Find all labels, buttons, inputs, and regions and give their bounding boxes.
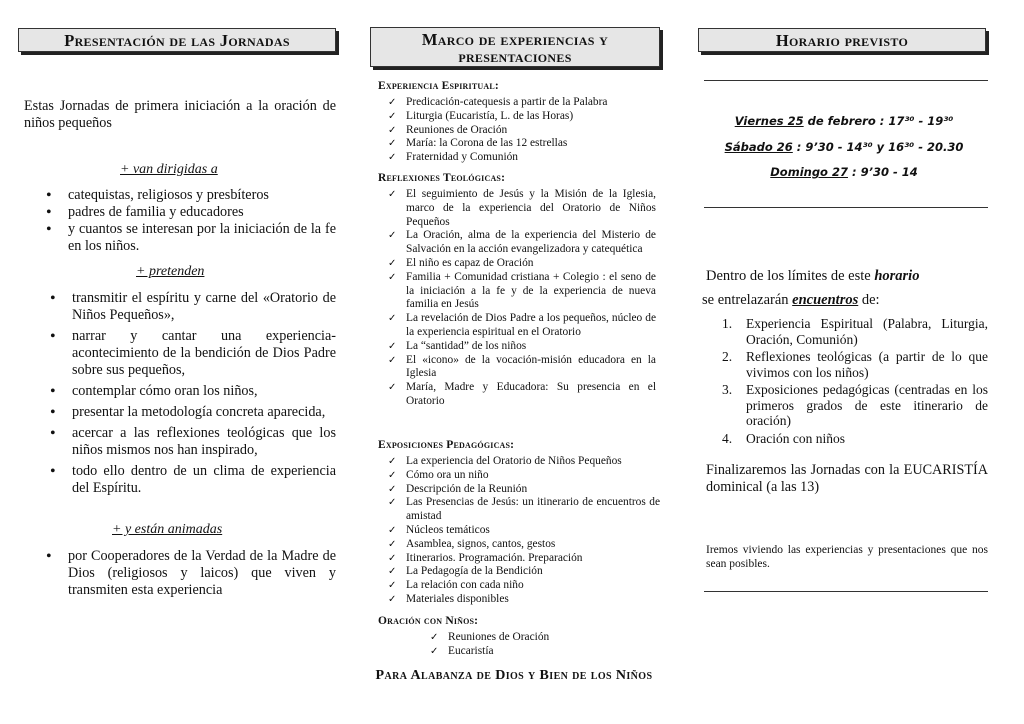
schedule-time: : 9’30 - 14 [847,165,918,179]
list-reflexiones-teologicas [382,188,656,409]
encuentro-item [722,382,988,429]
encuentro-item [722,349,988,380]
header-horario [698,28,986,52]
encuentro-text: Experiencia Espiritual (Palabra, Liturgia, Oración, Comunión) [746,316,988,347]
checklist-item: ✓ Fraternidad y Comunión [382,151,660,165]
checklist-item: ✓ Predicación-catequesis a partir de la Palabra [382,96,660,110]
checklist-item: ✓ Cómo ora un niño [382,469,660,483]
schedule-line [698,114,990,128]
checklist-item: ✓ La revelación de Dios Padre a los pequeños, núcleo de la experiencia espiritual en el Oratorio [382,312,656,340]
subtitle-pretenden: + pretenden [136,264,205,279]
horario-word: horario [874,268,920,284]
checklist-item: ✓ María, Madre y Educadora: Su presencia en el Oratorio [382,381,656,409]
list-item: • acercar a las reflexiones teológicas que los niños mismos nos han inspirado, [50,425,336,459]
checklist-item: ✓ La relación con cada niño [382,579,660,593]
encuentro-number: 3. [722,382,733,397]
footer-alabanza: Para Alabanza de Dios y Bien de los Niños [375,668,653,683]
list-item: • todo ello dentro de un clima de experiencia del Espíritu. [50,463,336,497]
checklist-item: ✓ Asamblea, signos, cantos, gestos [382,538,660,552]
encuentro-text: Exposiciones pedagógicas (centradas en los primeros grados de este itinerario de oración) [746,382,988,428]
list-pretenden [48,290,336,501]
section-reflexiones-teologicas: Reflexiones Teológicas: [378,172,506,184]
schedule-line [698,165,990,179]
checklist-item: ✓ El niño es capaz de Oración [382,257,656,271]
section-experiencia-espiritual: Experiencia Espiritual: [378,80,499,92]
checklist-item: ✓ La Pedagogía de la Bendición [382,565,660,579]
encuentro-number: 1. [722,316,733,331]
list-item: • contemplar cómo oran los niños, [50,383,336,400]
checklist-item: ✓ Familia + Comunidad cristiana + Colegio : el seno de la iniciación a la fe y de la experiencia de nueva familia en Jesús [382,271,656,312]
header-presentacion [18,28,336,52]
list-item: • catequistas, religiosos y presbíteros [46,187,336,204]
header-marco [370,27,660,67]
schedule-day: Domingo 27 [770,165,848,179]
checklist-item: ✓ Núcleos temáticos [382,524,660,538]
schedule-day: Viernes 25 [734,114,804,128]
intro-paragraph: Estas Jornadas de primera iniciación a la oración de niños pequeños [24,98,336,131]
header-marco-text: Marco de experiencias y presentaciones [421,30,609,66]
list-item: • por Cooperadores de la Verdad de la Madre de Dios (religiosos y laicos) que viven y transmiten esta experiencia [46,548,336,599]
encuentro-text: Reflexiones teológicas (a partir de lo que vivimos con los niños) [746,349,988,380]
schedule-day: Sábado 26 [724,140,793,154]
checklist-item: ✓ La “santidad” de los niños [382,340,656,354]
list-item: • transmitir el espíritu y carne del «Oratorio de Niños Pequeños», [50,290,336,324]
checklist-item: ✓ Las Presencias de Jesús: un itinerario de encuentros de amistad [382,496,660,524]
checklist-item: ✓ La experiencia del Oratorio de Niños Pequeños [382,455,660,469]
divider-top [704,80,988,81]
checklist-item: ✓ Itinerarios. Programación. Preparación [382,552,660,566]
horario-line [706,268,988,285]
list-encuentros [722,316,988,448]
list-item: • y cuantos se interesan por la iniciación de la fe en los niños. [46,221,336,255]
schedule-time: de febrero : 17³⁰ - 19³⁰ [803,114,954,128]
checklist-item: ✓ Reuniones de Oración [424,631,654,645]
checklist-item: ✓ El seguimiento de Jesús y la Misión de la Iglesia, marco de la experiencia del Oratorio de Niños Pequeños [382,188,656,229]
checklist-item: ✓ Liturgia (Eucaristía, L. de las Horas) [382,110,660,124]
schedule-time: : 9’30 - 14³⁰ y 16³⁰ - 20.30 [792,140,964,154]
note-paragraph: Iremos viviendo las experiencias y presentaciones que nos sean posibles. [706,544,988,570]
list-dirigidas [46,187,336,255]
encuentros-line-post: de: [858,292,880,308]
list-experiencia-espiritual [382,96,660,165]
encuentro-item [722,431,988,447]
header-horario-text: Horario previsto [775,31,909,50]
list-exposiciones-pedagogicas [382,455,660,607]
final-paragraph: Finalizaremos las Jornadas con la EUCARISTÍA dominical (a las 13) [706,462,988,495]
subtitle-dirigidas: + van dirigidas a [120,162,218,177]
encuentro-text: Oración con niños [746,430,845,446]
encuentro-number: 2. [722,349,733,364]
encuentro-item [722,316,988,347]
encuentros-line-pre: se entrelazarán [702,292,793,308]
checklist-item: ✓ La Oración, alma de la experiencia del Misterio de Salvación en la acción evangelizadora y catequética [382,229,656,257]
list-oracion-con-ninos [424,631,654,659]
encuentro-number: 4. [722,430,733,446]
list-item: • padres de familia y educadores [46,204,336,221]
subtitle-animadas: + y están animadas [112,522,223,537]
divider-mid [704,207,988,208]
list-item: • presentar la metodología concreta aparecida, [50,404,336,421]
horario-line-pre: Dentro de los límites de este [706,268,875,284]
list-animadas [46,548,336,599]
list-item: • narrar y cantar una experiencia-acontecimiento de la bendición de Dios Padre sobre sus pequeños, [50,328,336,379]
checklist-item: ✓ María: la Corona de las 12 estrellas [382,137,660,151]
divider-bottom [704,591,988,592]
checklist-item: ✓ Materiales disponibles [382,593,660,607]
checklist-item: ✓ El «icono» de la vocación-misión educadora en la Iglesia [382,354,656,382]
checklist-item: ✓ Reuniones de Oración [382,124,660,138]
encuentros-word: encuentros [792,292,859,308]
checklist-item: ✓ Descripción de la Reunión [382,483,660,497]
encuentros-line [702,292,984,309]
checklist-item: ✓ Eucaristía [424,645,654,659]
header-presentacion-text: Presentación de las Jornadas [64,31,290,50]
section-oracion-con-ninos: Oración con Niños: [378,615,479,627]
schedule-line [698,140,990,154]
section-exposiciones-pedagogicas: Exposiciones Pedagógicas: [378,439,515,451]
